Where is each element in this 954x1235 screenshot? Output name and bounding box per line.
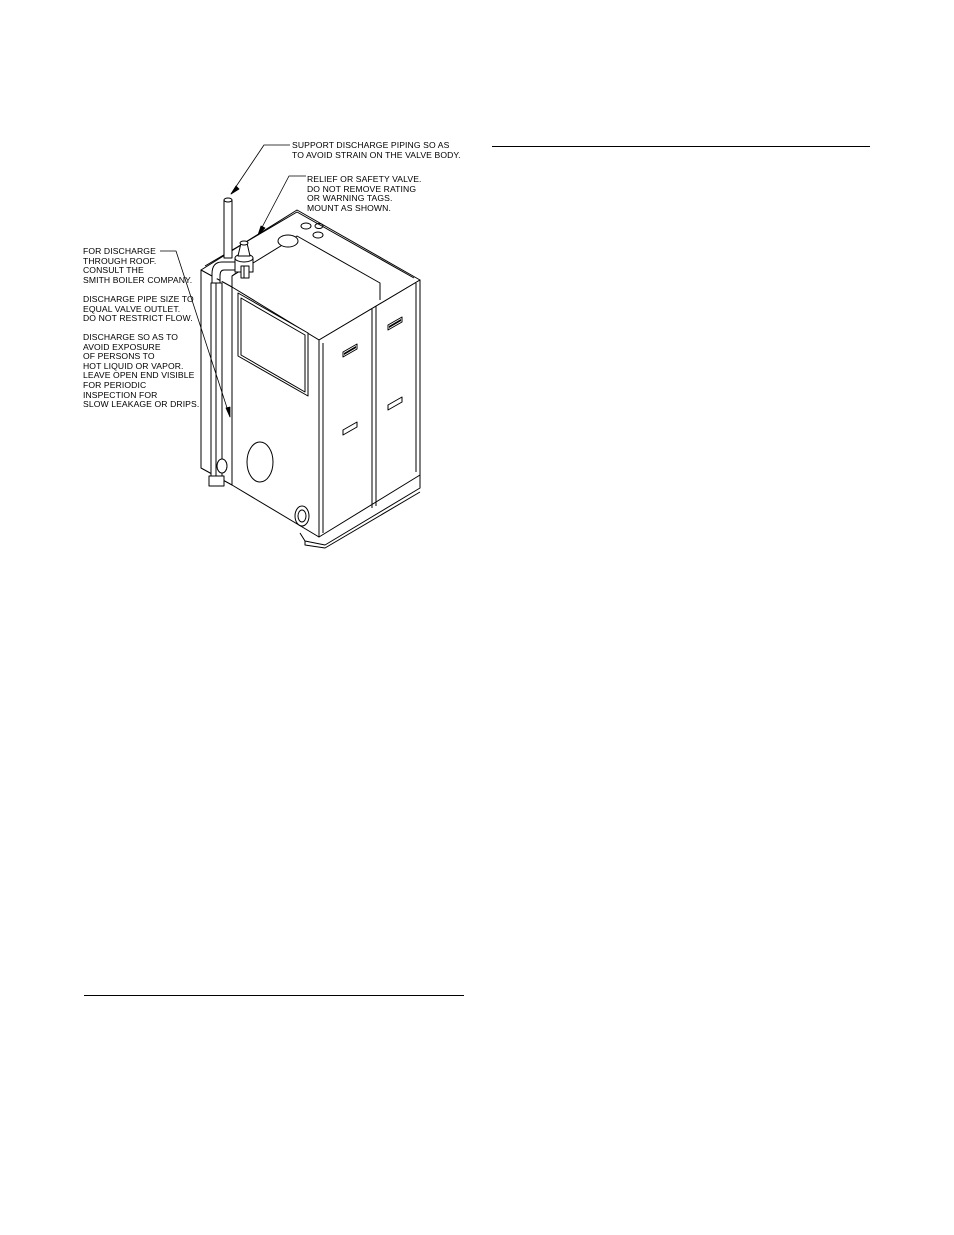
discharge-roof-callout (83, 247, 192, 285)
callout-line: FOR DISCHARGE (83, 246, 156, 256)
callout-line: SMITH BOILER COMPANY. (83, 274, 193, 285)
callout-line: THROUGH ROOF. (83, 255, 157, 266)
callout-line: EQUAL VALVE OUTLET. (83, 303, 181, 314)
callout-line: INSPECTION FOR (83, 389, 158, 400)
callout-line: LEAVE OPEN END VISIBLE (83, 370, 195, 381)
callout-line: OF PERSONS TO (83, 351, 155, 362)
callout-line: MOUNT AS SHOWN. (307, 202, 391, 213)
support-discharge-callout (292, 141, 461, 160)
callout-line: AVOID EXPOSURE (83, 341, 161, 352)
callout-line: DISCHARGE SO AS TO (83, 332, 179, 342)
callout-line: RELIEF OR SAFETY VALVE. (307, 174, 422, 184)
callout-line: TO AVOID STRAIN ON THE VALVE BODY. (292, 149, 461, 160)
callout-line: DO NOT REMOVE RATING (307, 183, 417, 194)
callout-line: FOR PERIODIC (83, 379, 147, 390)
relief-valve-callout (307, 175, 422, 213)
callout-line: DISCHARGE PIPE SIZE TO (83, 294, 194, 304)
pipe-size-callout (83, 295, 194, 324)
exposure-callout (83, 333, 199, 410)
roof-discharge-pipe (224, 200, 232, 258)
burner-opening (247, 442, 273, 482)
horizontal-rule (492, 146, 870, 147)
callout-line: DO NOT RESTRICT FLOW. (83, 313, 193, 324)
horizontal-rule (84, 995, 464, 996)
callout-line: CONSULT THE (83, 265, 144, 276)
callout-line: HOT LIQUID OR VAPOR. (83, 360, 184, 371)
callout-line: SUPPORT DISCHARGE PIPING SO AS (292, 140, 450, 150)
callout-line: OR WARNING TAGS. (307, 193, 393, 204)
callout-line: SLOW LEAKAGE OR DRIPS. (83, 399, 200, 410)
